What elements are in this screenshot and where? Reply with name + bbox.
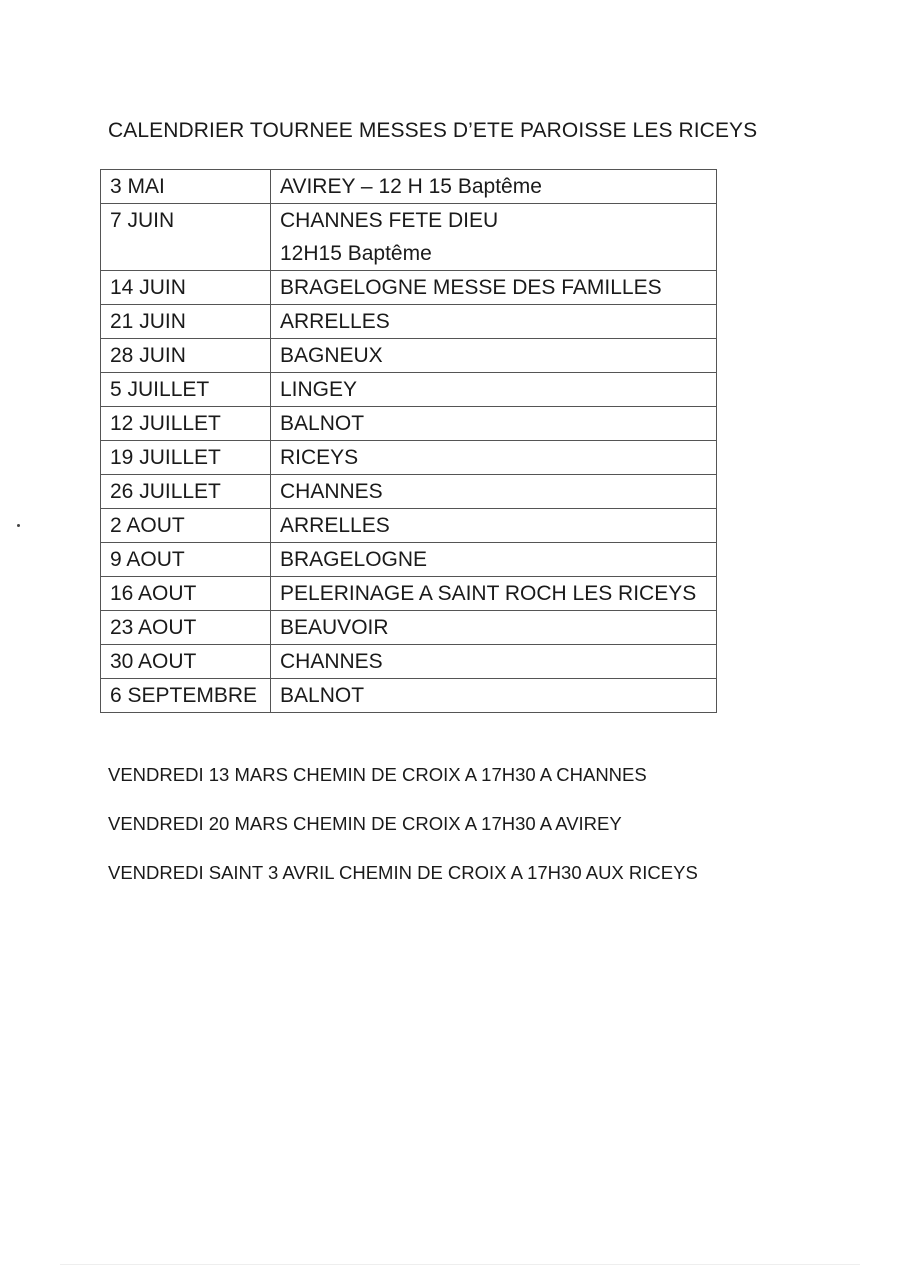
schedule-row — [101, 543, 717, 577]
schedule-row — [101, 339, 717, 373]
note-line: VENDREDI 13 MARS CHEMIN DE CROIX A 17H30 A CHANNES — [108, 764, 647, 785]
schedule-event-line: AVIREY – 12 H 15 Baptême — [280, 175, 542, 198]
schedule-date-cell: 6 SEPTEMBRE — [101, 679, 271, 713]
schedule-event-line: ARRELLES — [280, 310, 390, 333]
schedule-event-line: BEAUVOIR — [280, 616, 389, 639]
schedule-date-cell: 19 JUILLET — [101, 441, 271, 475]
note-line: VENDREDI SAINT 3 AVRIL CHEMIN DE CROIX A 17H30 AUX RICEYS — [108, 862, 698, 883]
schedule-event-line: RICEYS — [280, 446, 359, 469]
schedule-event-cell — [271, 373, 717, 407]
schedule-event-cell — [271, 509, 717, 543]
schedule-row — [101, 170, 717, 204]
document-title: CALENDRIER TOURNEE MESSES D’ETE PAROISSE LES RICEYS — [108, 119, 758, 142]
schedule-event-line: CHANNES — [280, 480, 383, 503]
schedule-event-line: BRAGELOGNE — [280, 548, 428, 571]
schedule-event-cell — [271, 339, 717, 373]
schedule-event-cell — [271, 170, 717, 204]
schedule-date-cell: 30 AOUT — [101, 645, 271, 679]
schedule-event-line: BALNOT — [280, 412, 365, 435]
schedule-event-line: BALNOT — [280, 684, 365, 707]
schedule-row — [101, 577, 717, 611]
mass-schedule-table — [100, 169, 717, 713]
schedule-row — [101, 679, 717, 713]
schedule-date-cell: 28 JUIN — [101, 339, 271, 373]
schedule-event-cell — [271, 407, 717, 441]
schedule-event-cell — [271, 305, 717, 339]
schedule-event-cell — [271, 679, 717, 713]
schedule-event-line: BAGNEUX — [280, 344, 383, 367]
schedule-body — [101, 170, 717, 713]
note-line: VENDREDI 20 MARS CHEMIN DE CROIX A 17H30 A AVIREY — [108, 813, 622, 834]
schedule-event-cell — [271, 543, 717, 577]
schedule-event-line: BRAGELOGNE MESSE DES FAMILLES — [280, 276, 662, 299]
schedule-row — [101, 407, 717, 441]
schedule-event-line: CHANNES FETE DIEU — [280, 209, 499, 232]
schedule-row — [101, 475, 717, 509]
schedule-row — [101, 373, 717, 407]
schedule-row — [101, 509, 717, 543]
schedule-date-cell: 2 AOUT — [101, 509, 271, 543]
schedule-event-cell — [271, 271, 717, 305]
schedule-event-cell — [271, 204, 717, 271]
schedule-date-cell: 9 AOUT — [101, 543, 271, 577]
schedule-event-cell — [271, 645, 717, 679]
scan-speck — [17, 524, 20, 527]
schedule-event-cell — [271, 611, 717, 645]
schedule-row — [101, 271, 717, 305]
schedule-date-cell: 5 JUILLET — [101, 373, 271, 407]
schedule-row — [101, 441, 717, 475]
schedule-event-line: LINGEY — [280, 378, 358, 401]
schedule-date-cell: 14 JUIN — [101, 271, 271, 305]
schedule-date-cell: 26 JUILLET — [101, 475, 271, 509]
schedule-event-line: 12H15 Baptême — [280, 242, 432, 265]
schedule-date-cell: 23 AOUT — [101, 611, 271, 645]
schedule-event-line: ARRELLES — [280, 514, 390, 537]
schedule-date-cell: 21 JUIN — [101, 305, 271, 339]
schedule-event-line: PELERINAGE A SAINT ROCH LES RICEYS — [280, 582, 697, 605]
schedule-date-cell: 16 AOUT — [101, 577, 271, 611]
schedule-row — [101, 305, 717, 339]
schedule-event-line: CHANNES — [280, 650, 383, 673]
schedule-date-cell: 3 MAI — [101, 170, 271, 204]
schedule-row — [101, 645, 717, 679]
schedule-event-cell — [271, 577, 717, 611]
schedule-date-cell: 12 JUILLET — [101, 407, 271, 441]
schedule-event-cell — [271, 475, 717, 509]
stations-of-cross-notes — [108, 762, 698, 909]
schedule-event-cell — [271, 441, 717, 475]
schedule-row — [101, 204, 717, 271]
schedule-row — [101, 611, 717, 645]
scan-edge-line — [60, 1264, 860, 1265]
schedule-date-cell: 7 JUIN — [101, 204, 271, 271]
